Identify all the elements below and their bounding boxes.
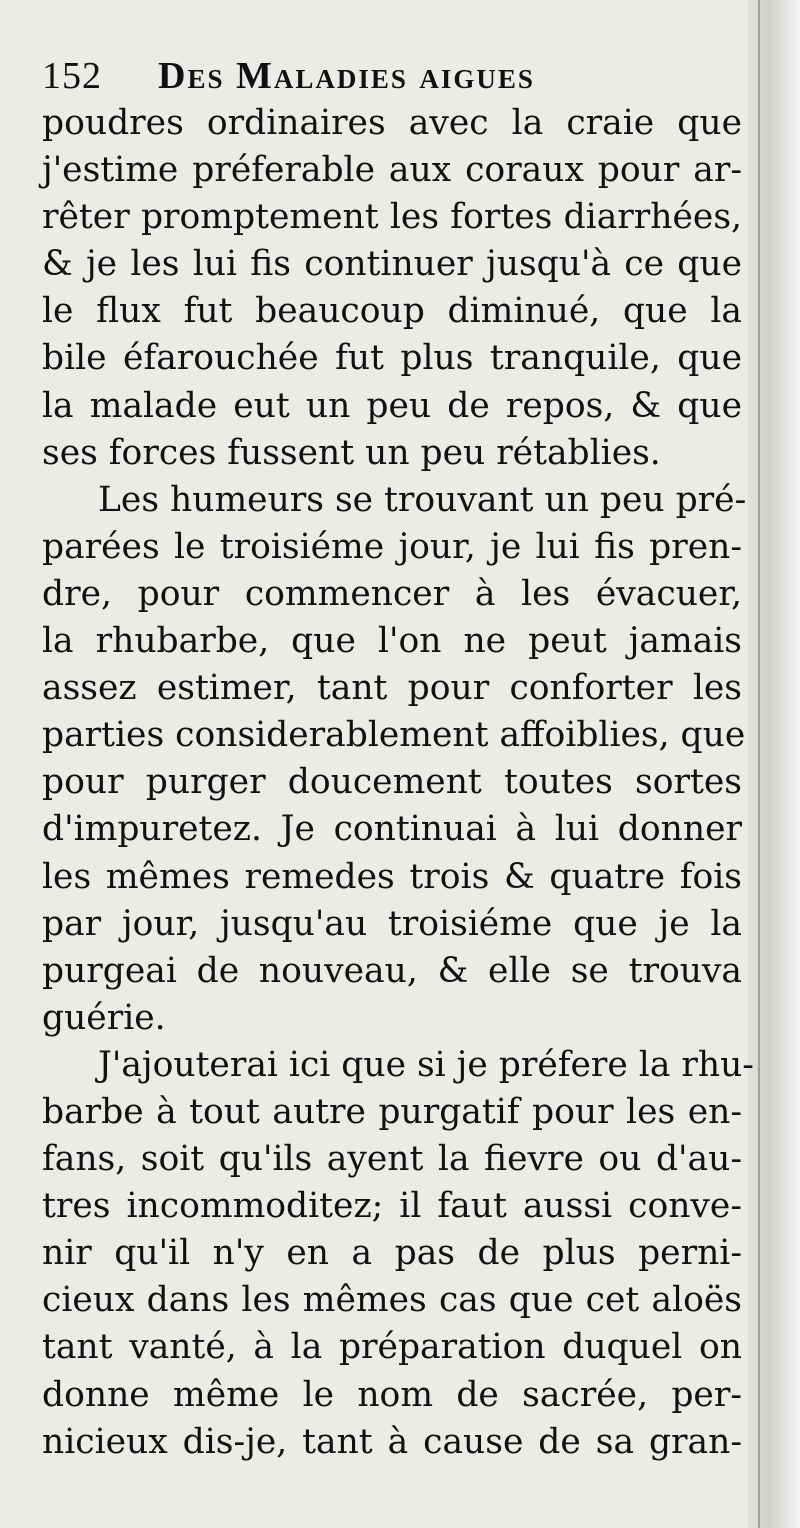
page-edge-line [758, 0, 760, 1528]
text-line: ses forces fussent un peu rétablies. [42, 432, 661, 473]
text-line: parties considerablement affoiblies, que [42, 715, 746, 756]
text-line: d'impuretez. Je continuai à lui donner [42, 809, 742, 850]
text-line: cieux dans les mêmes cas que cet aloës [42, 1280, 742, 1321]
text-line: parées le troisiéme jour, je lui fis pren- [42, 526, 742, 567]
text-line: le flux fut beaucoup diminué, que la [42, 291, 742, 332]
text-line: tres incommoditez; il faut aussi conve- [42, 1186, 742, 1227]
text-line: assez estimer, tant pour conforter les [42, 668, 742, 709]
text-line: guérie. [42, 997, 166, 1038]
paragraph [42, 1042, 754, 1466]
text-line: la malade eut un peu de repos, & que [42, 385, 742, 426]
text-line: barbe à tout autre purgatif pour les en- [42, 1091, 742, 1132]
text-line: j'estime préferable aux coraux pour ar- [42, 150, 742, 191]
text-line: poudres ordinaires avec la craie que [42, 103, 742, 143]
text-line: bile éfarouchée fut plus tranquile, que [42, 338, 742, 379]
text-line: la rhubarbe, que l'on ne peut jamais [42, 621, 742, 662]
text-line: tant vanté, à la préparation duquel on [42, 1327, 742, 1368]
text-line: donne même le nom de sacrée, per- [42, 1374, 742, 1415]
text-line: nir qu'il n'y en a pas de plus perni- [42, 1233, 742, 1274]
text-line: nicieux dis-je, tant à cause de sa gran- [42, 1421, 742, 1462]
text-line: rêter promptement les fortes diarrhées, [42, 197, 742, 238]
text-line: J'ajouterai ici que si je préfere la rhu- [98, 1044, 754, 1085]
paragraph [42, 477, 747, 1042]
page-number: 152 [42, 55, 102, 97]
page-edge-shadow [748, 0, 800, 1528]
text-line: pour purger doucement toutes sortes [42, 762, 742, 803]
running-head [42, 52, 742, 100]
text-line: par jour, jusqu'au troisiéme que je la [42, 903, 742, 944]
body-text [42, 100, 754, 1466]
text-line: fans, soit qu'ils ayent la fievre ou d'au- [42, 1139, 742, 1180]
text-line: purgeai de nouveau, & elle se trouva [42, 950, 742, 991]
text-line: dre, pour commencer à les évacuer, [42, 573, 742, 614]
text-line: les mêmes remedes trois & quatre fois [42, 856, 742, 897]
text-line: Les humeurs se trouvant un peu pré- [98, 479, 747, 520]
page-text [42, 52, 754, 1466]
running-title: Des Maladies aigues [158, 55, 535, 97]
text-line: & je les lui fis continuer jusqu'à ce que [42, 244, 742, 285]
paragraph [42, 100, 742, 477]
